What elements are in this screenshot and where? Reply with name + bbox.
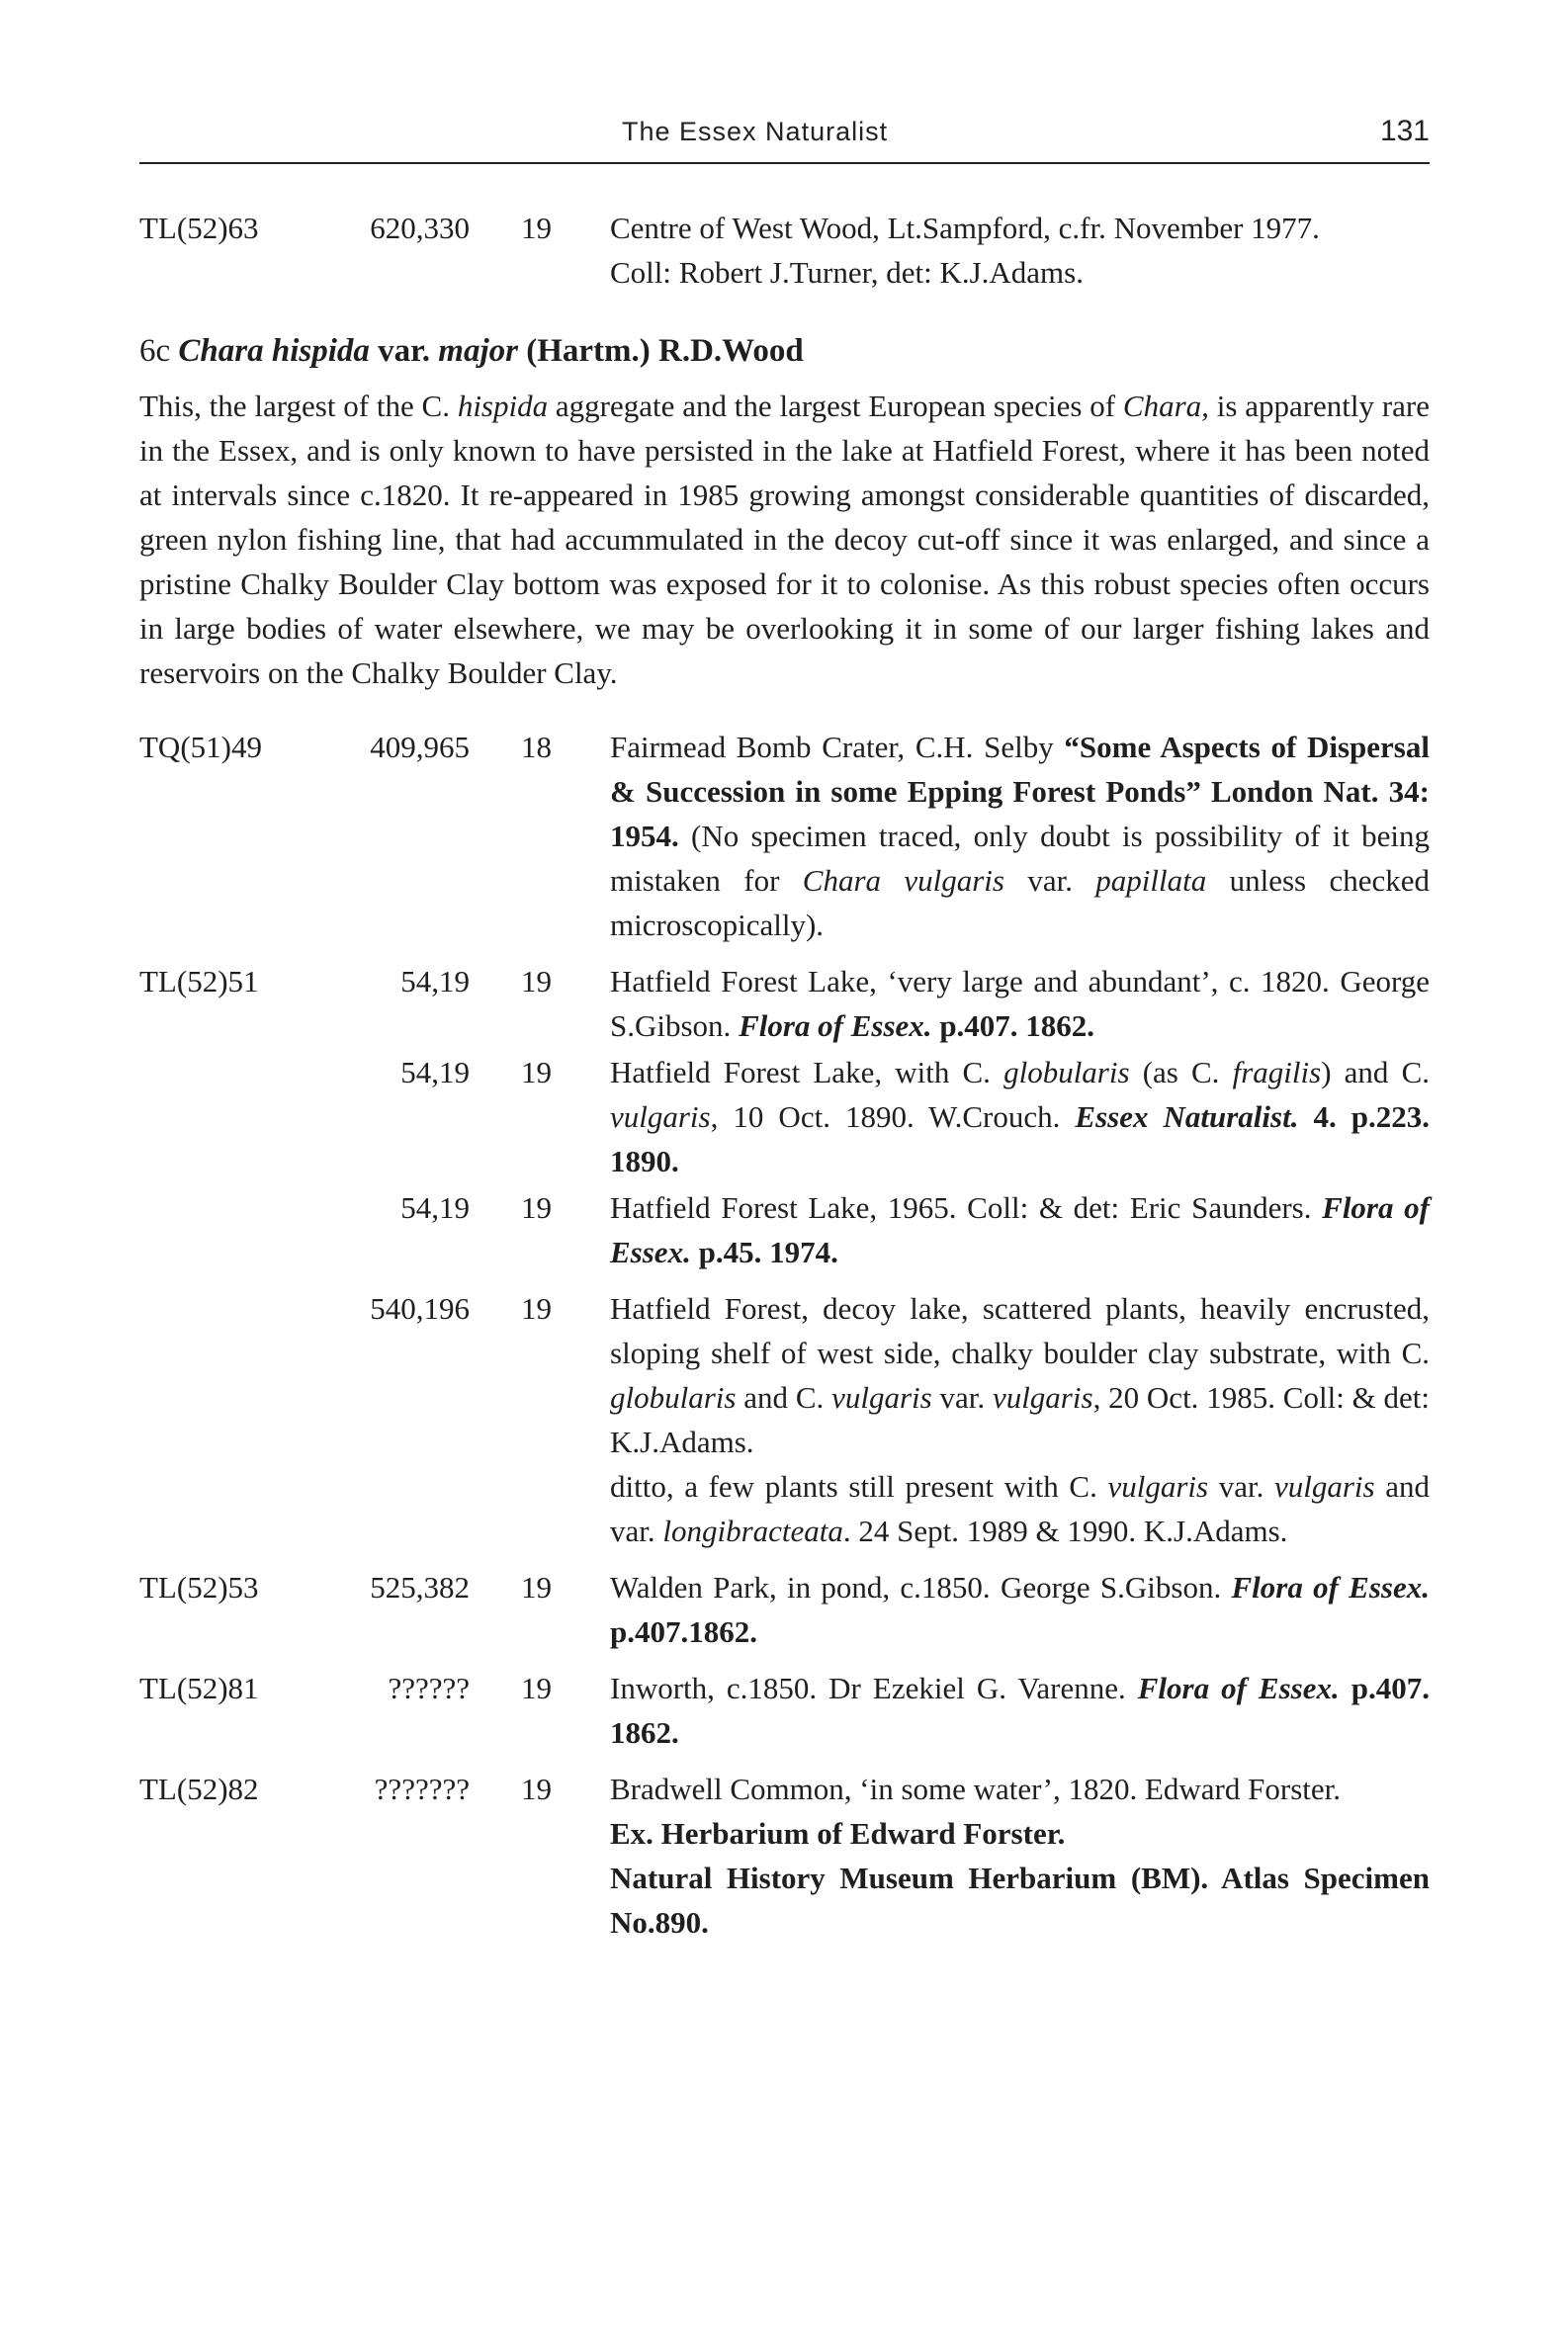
record-text [610, 1767, 1430, 1945]
record-text [610, 206, 1430, 295]
text-run: is apparently rare in the Essex, and is only known to have persisted in the lake at Hatfield Forest, where it has been noted at intervals since c.1820. It re-appeared in 1985 growing amongst considerable quantities of discarded, green nylon fishing line, that had accummulated in the decoy cut-off since it was enlarged, and since a pristine Chalky Boulder Clay bottom was exposed for it to colonise. As this robust species often occurs in large bodies of water elsewhere, we may be overlooking it in some of our larger fishing lakes and reservoirs on the Chalky Boulder Clay. [139, 389, 1431, 690]
italic-run: papillata [1095, 863, 1207, 898]
italic-run: fragilis [1232, 1055, 1322, 1089]
text-run: Fairmead Bomb Crater, C.H. Selby [610, 730, 1065, 764]
record-text [610, 1565, 1430, 1654]
record-text [610, 1185, 1430, 1274]
species-number: 6c [139, 333, 171, 369]
citation: “Some Aspects of Dispersal & Succession in some Epping Forest Ponds” London Nat. 34: 1954. [610, 730, 1430, 853]
grid-reference: 54,19 [400, 964, 470, 999]
grid-reference: 620,330 [370, 211, 470, 245]
vice-county: 19 [521, 211, 552, 245]
italic-run: globularis [1003, 1055, 1130, 1089]
text-run: This, the largest of the C. [139, 389, 458, 423]
record-tl52-51 [139, 959, 1430, 1048]
record-tl52-53 [139, 1565, 1430, 1654]
text-run: and var. [610, 1469, 1430, 1548]
vice-county: 19 [521, 1772, 552, 1806]
grid-reference: 409,965 [370, 730, 470, 764]
citation: p.45. 1974. [690, 1235, 838, 1269]
herbarium-location: Natural History Museum Herbarium (BM). Atlas Specimen No.890. [610, 1861, 1430, 1940]
page-number: 131 [1379, 115, 1430, 147]
text-run: var. [1208, 1469, 1274, 1504]
grid-square: TL(52)53 [139, 1570, 259, 1605]
record-text [610, 1050, 1430, 1183]
variety-name: major [438, 333, 518, 369]
running-title: The Essex Naturalist [622, 117, 889, 146]
record-text [610, 959, 1430, 1048]
page [139, 107, 1430, 1945]
citation: p.407.1862. [610, 1614, 757, 1649]
grid-reference: 525,382 [370, 1570, 470, 1605]
text-run: var. [931, 1380, 993, 1415]
record-tl52-81 [139, 1666, 1430, 1755]
citation-title: Flora of Essex. [1231, 1570, 1430, 1605]
text-run: Walden Park, in pond, c.1850. George S.Gibson. [610, 1570, 1232, 1605]
text-run: Hatfield Forest Lake, ‘very large and abundant’, c. 1820. George S.Gibson. [610, 964, 1430, 1043]
grid-reference: 54,19 [400, 1055, 470, 1089]
italic-run: Chara vulgaris [802, 863, 1004, 898]
species-heading [139, 328, 1430, 374]
text-run: Inworth, c.1850. Dr Ezekiel G. Varenne. [610, 1671, 1138, 1705]
text-run: . 24 Sept. 1989 & 1990. K.J.Adams. [842, 1514, 1288, 1548]
record-locality: Centre of West Wood, Lt.Sampford, c.fr. November 1977. [610, 211, 1320, 245]
vice-county: 19 [521, 1671, 552, 1705]
record-tl52-51-1890 [139, 1050, 1430, 1183]
italic-run: vulgaris [831, 1380, 932, 1415]
text-run: Hatfield Forest Lake, with C. [610, 1055, 1004, 1089]
text-run: unless checked microscopically). [610, 863, 1430, 942]
vice-county: 19 [521, 964, 552, 999]
vice-county: 18 [521, 730, 552, 764]
grid-square: TQ(51)49 [139, 730, 262, 764]
italic-run: vulgaris [610, 1099, 711, 1134]
vice-county: 19 [521, 1055, 552, 1089]
text-run: ditto, a few plants still present with C. [610, 1469, 1108, 1504]
text-run: aggregate and the largest European species of [548, 389, 1123, 423]
record-tl52-82 [139, 1767, 1430, 1945]
record-text [610, 725, 1430, 947]
record-collector: Coll: Robert J.Turner, det: K.J.Adams. [610, 255, 1084, 290]
grid-square: TL(52)63 [139, 211, 259, 245]
record-locality: Bradwell Common, ‘in some water’, 1820. Edward Forster. [610, 1772, 1341, 1806]
record-text [610, 1286, 1430, 1553]
text-run: , 10 Oct. 1890. W.Crouch. [710, 1099, 1076, 1134]
record-tq51-49 [139, 725, 1430, 947]
italic-run: Chara, [1122, 389, 1209, 423]
italic-run: vulgaris [992, 1380, 1093, 1415]
species-description [139, 384, 1430, 695]
italic-run: vulgaris [1107, 1469, 1209, 1504]
grid-reference: ?????? [388, 1671, 470, 1705]
text-run: Hatfield Forest Lake, 1965. Coll: & det: Eric Saunders. [610, 1190, 1323, 1225]
grid-square: TL(52)51 [139, 964, 259, 999]
text-run: var. [1003, 863, 1096, 898]
text-run: Hatfield Forest, decoy lake, scattered plants, heavily encrusted, sloping shelf of west side, chalky boulder clay substrate, with C. [610, 1291, 1430, 1370]
italic-run: globularis [610, 1380, 737, 1415]
text-run: (No specimen traced, only doubt is possibility of it being mistaken for [610, 819, 1430, 898]
vice-county: 19 [521, 1190, 552, 1225]
grid-square: TL(52)82 [139, 1772, 259, 1806]
grid-square: TL(52)81 [139, 1671, 259, 1705]
record-ditto [610, 1464, 1430, 1553]
text-run: ) and C. [1321, 1055, 1431, 1089]
italic-run: longibracteata [662, 1514, 843, 1548]
citation: 4. p.223. 1890. [610, 1099, 1430, 1178]
citation-title: Essex Naturalist. [1075, 1099, 1299, 1134]
grid-reference: 540,196 [370, 1291, 470, 1326]
citation-title: Flora of Essex. [610, 1190, 1430, 1269]
species-name: Chara hispida [178, 333, 370, 369]
citation-title: Flora of Essex. [1137, 1671, 1340, 1705]
italic-run: vulgaris [1273, 1469, 1375, 1504]
record-1985 [610, 1286, 1430, 1464]
record-tl52-51-1985 [139, 1286, 1430, 1553]
record-tl52-63 [139, 206, 1430, 295]
citation: p.407. 1862. [610, 1671, 1430, 1750]
italic-run: hispida [457, 389, 549, 423]
vice-county: 19 [521, 1570, 552, 1605]
grid-reference: ??????? [374, 1772, 470, 1806]
citation: p.407. 1862. [931, 1008, 1095, 1043]
record-tl52-51-1965 [139, 1185, 1430, 1274]
text-run: , 20 Oct. 1985. Coll: & det: K.J.Adams. [610, 1380, 1431, 1459]
record-text [610, 1666, 1430, 1755]
citation-title: Flora of Essex. [739, 1008, 932, 1043]
var-word: var. [378, 333, 431, 369]
grid-reference: 54,19 [400, 1190, 470, 1225]
vice-county: 19 [521, 1291, 552, 1326]
species-authority: (Hartm.) R.D.Wood [526, 333, 804, 369]
text-run: and C. [736, 1380, 832, 1415]
herbarium-source: Ex. Herbarium of Edward Forster. [610, 1816, 1066, 1851]
text-run: (as C. [1129, 1055, 1233, 1089]
page-header [139, 107, 1430, 164]
